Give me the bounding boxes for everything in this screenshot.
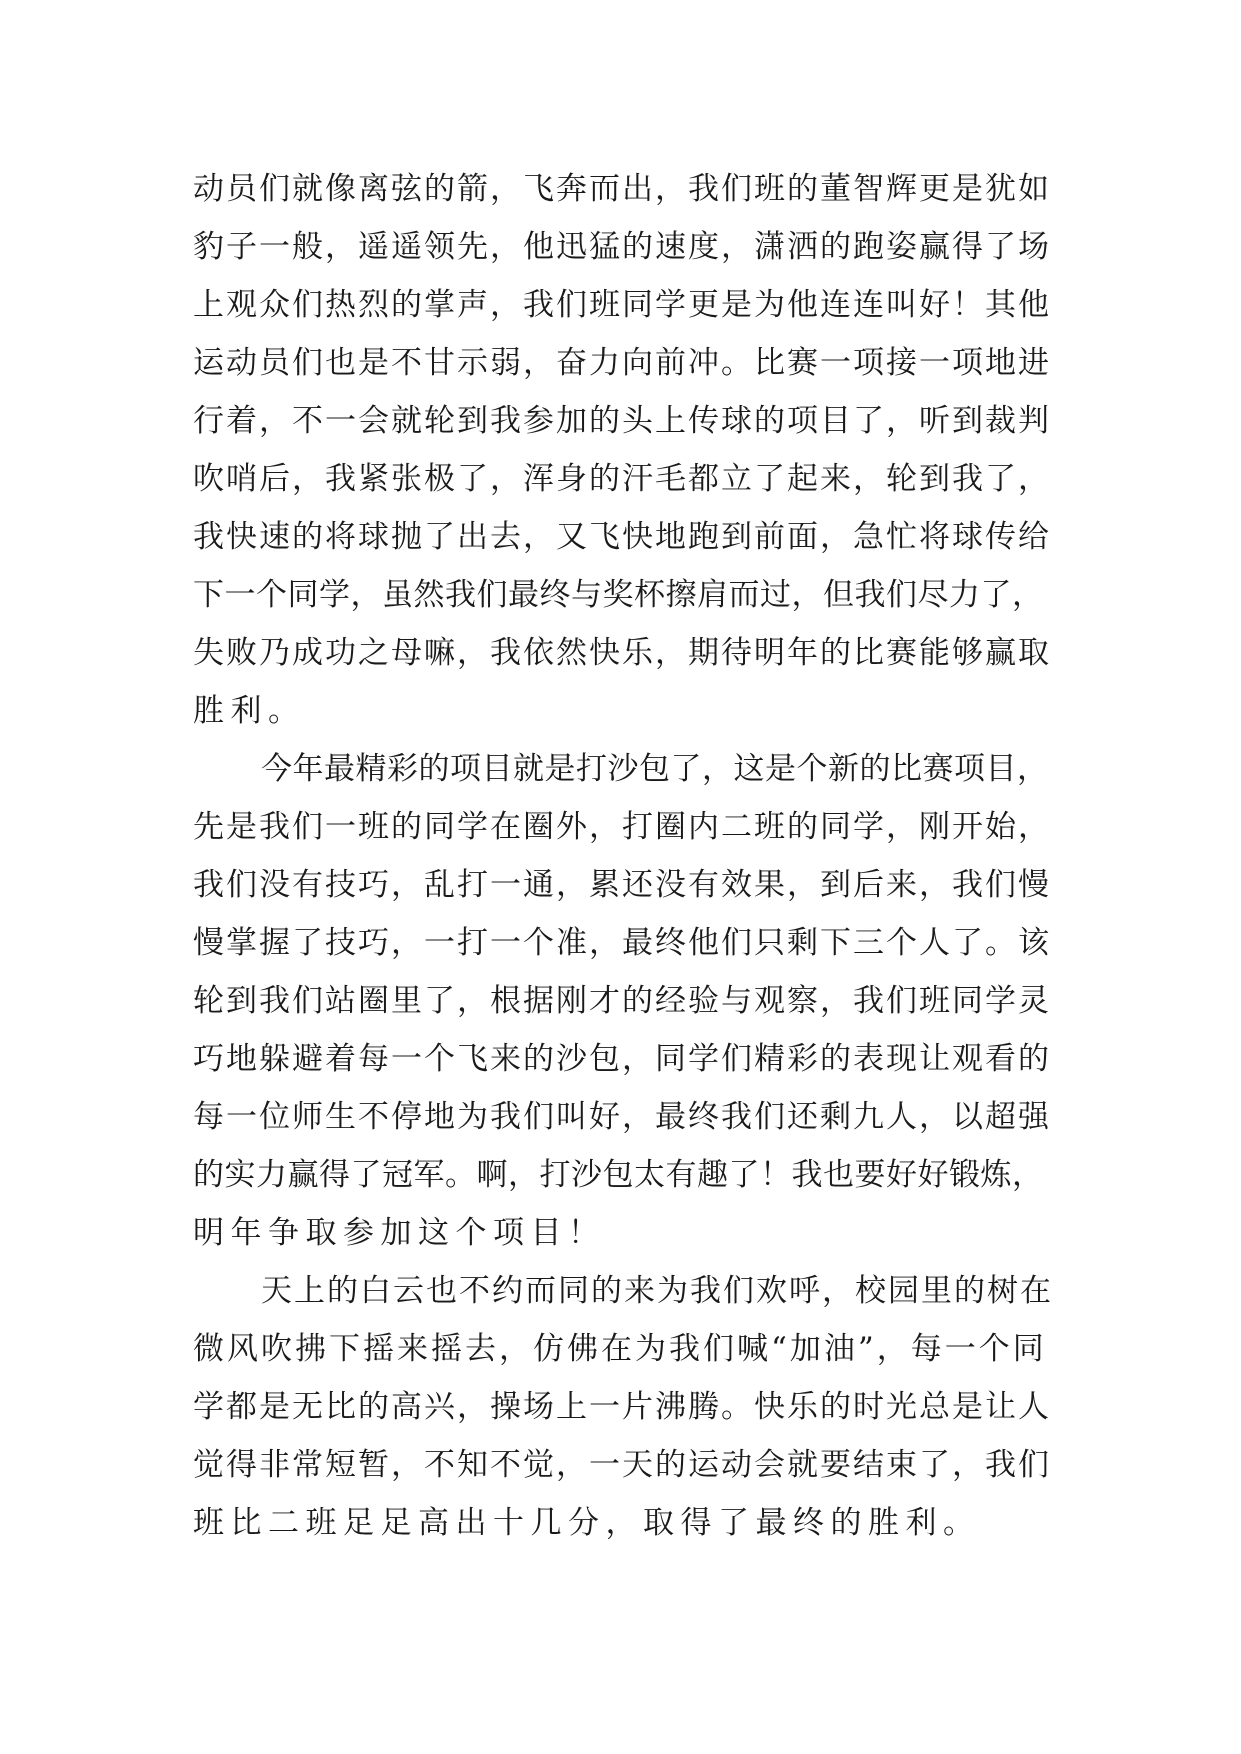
text-line: 班比二班足足高出十几分，取得了最终的胜利。 — [193, 1505, 981, 1541]
text-line: 动员们就像离弦的箭，飞奔而出，我们班的董智辉更是犹如 — [193, 171, 1051, 207]
text-line: 轮到我们站圈里了，根据刚才的经验与观察，我们班同学灵 — [193, 983, 1051, 1019]
text-line: 微风吹拂下摇来摇去，仿佛在为我们喊“加油”，每一个同 — [193, 1331, 1047, 1367]
paragraph-first-line: 今年最精彩的项目就是打沙包了，这是个新的比赛项目， — [261, 751, 1049, 787]
text-line: 明年争取参加这个项目！ — [193, 1215, 606, 1251]
text-line: 胜利。 — [193, 693, 306, 729]
text-line: 豹子一般，遥遥领先，他迅猛的速度，潇洒的跑姿赢得了场 — [193, 229, 1051, 265]
text-line: 下一个同学，虽然我们最终与奖杯擦肩而过，但我们尽力了， — [193, 577, 1044, 613]
text-line: 的实力赢得了冠军。啊，打沙包太有趣了！我也要好好锻炼， — [193, 1157, 1044, 1193]
text-line: 觉得非常短暂，不知不觉，一天的运动会就要结束了，我们 — [193, 1447, 1051, 1483]
text-line: 上观众们热烈的掌声，我们班同学更是为他连连叫好！其他 — [193, 287, 1051, 323]
text-line: 先是我们一班的同学在圈外，打圈内二班的同学，刚开始， — [193, 809, 1051, 845]
text-line: 每一位师生不停地为我们叫好，最终我们还剩九人，以超强 — [193, 1099, 1051, 1135]
text-line: 我快速的将球抛了出去，又飞快地跑到前面，急忙将球传给 — [193, 519, 1051, 555]
text-line: 失败乃成功之母嘛，我依然快乐，期待明年的比赛能够赢取 — [193, 635, 1051, 671]
paragraph-first-line: 天上的白云也不约而同的来为我们欢呼，校园里的树在 — [261, 1273, 1053, 1309]
text-line: 吹哨后，我紧张极了，浑身的汗毛都立了起来，轮到我了， — [193, 461, 1051, 497]
text-line: 慢掌握了技巧，一打一个准，最终他们只剩下三个人了。该 — [193, 925, 1051, 961]
text-line: 学都是无比的高兴，操场上一片沸腾。快乐的时光总是让人 — [193, 1389, 1051, 1425]
text-line: 运动员们也是不甘示弱，奋力向前冲。比赛一项接一项地进 — [193, 345, 1051, 381]
text-line: 巧地躲避着每一个飞来的沙包，同学们精彩的表现让观看的 — [193, 1041, 1051, 1077]
body-text — [193, 160, 1053, 1552]
text-line: 我们没有技巧，乱打一通，累还没有效果，到后来，我们慢 — [193, 867, 1051, 903]
text-line: 行着，不一会就轮到我参加的头上传球的项目了，听到裁判 — [193, 403, 1051, 439]
